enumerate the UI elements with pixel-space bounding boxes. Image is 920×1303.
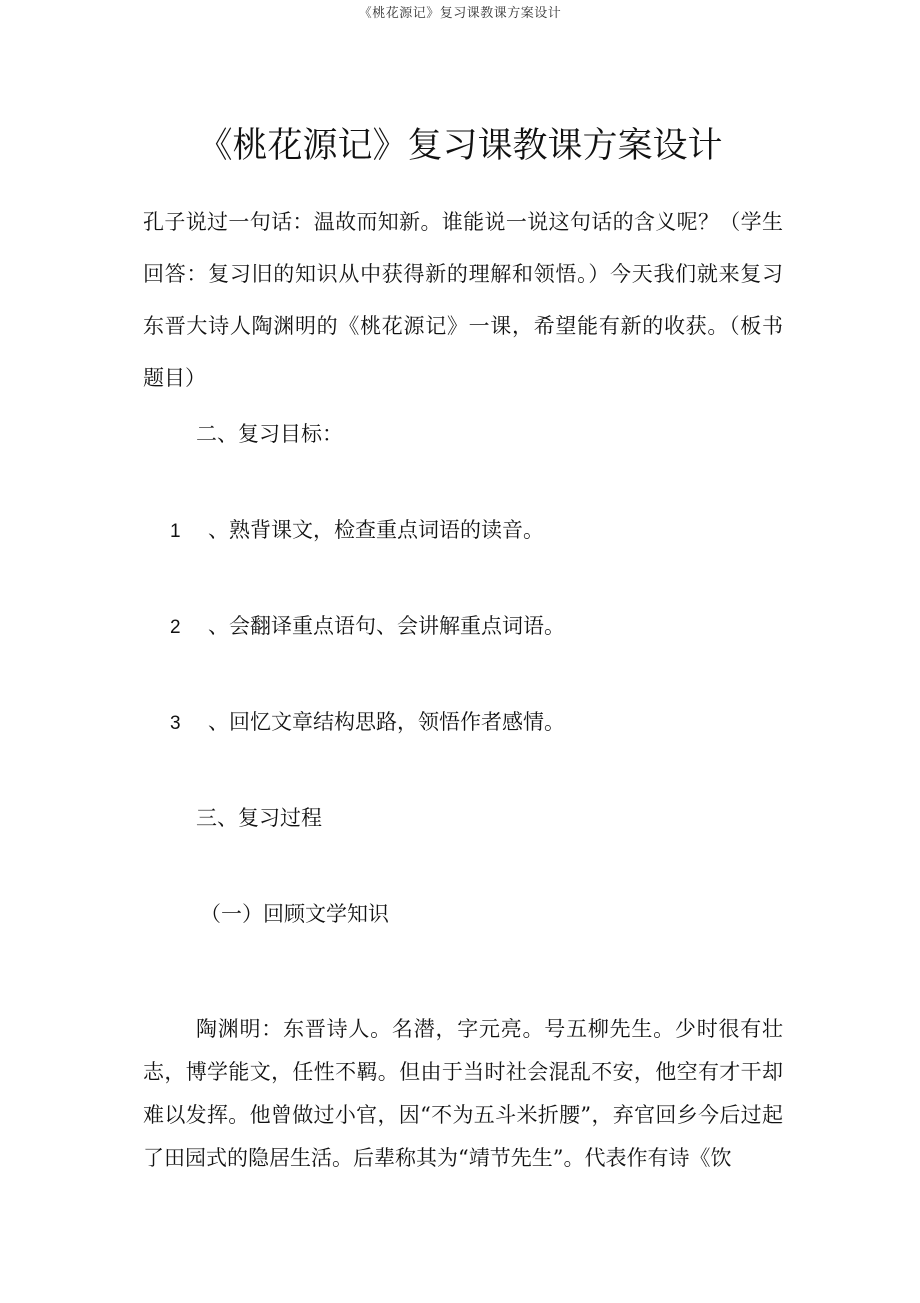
goal-text: 、回忆文章结构思路，领悟作者感情。 [208, 710, 565, 734]
section-heading-goals: 二、复习目标： [196, 422, 343, 446]
subsection-heading-literature: （一）回顾文学知识 [200, 902, 389, 926]
section-heading-process: 三、复习过程 [196, 806, 322, 830]
document-title: 《桃花源记》复习课教课方案设计 [197, 126, 723, 166]
goal-item [170, 606, 565, 648]
goal-item [170, 510, 544, 552]
goal-number: 2 [170, 617, 181, 638]
page-header: 《桃花源记》复习课教课方案设计 [358, 6, 562, 21]
goal-item [170, 702, 565, 744]
author-bio-paragraph: 陶渊明：东晋诗人。名潜，字元亮。号五柳先生。少时很有壮志，博学能文，任性不羁。但由于当时社会混乱不安，他空有才干却难以发挥。他曾做过小官，因“不为五斗米折腰”，弃官回乡今后过起了田园式的隐居生活。后辈称其为“靖节先生”。代表作有诗《饮 [143, 1017, 783, 1170]
goal-number: 3 [170, 713, 181, 734]
goal-number: 1 [170, 521, 181, 542]
intro-paragraph: 孔子说过一句话：温故而知新。谁能说一说这句话的含义呢？（学生回答：复习旧的知识从中获得新的理解和领悟。）今天我们就来复习东晋大诗人陶渊明的《桃花源记》一课，希望能有新的收获。（板书题目） [143, 210, 783, 390]
goal-text: 、会翻译重点语句、会讲解重点词语。 [208, 614, 565, 638]
goal-text: 、熟背课文，检查重点词语的读音。 [208, 518, 544, 542]
